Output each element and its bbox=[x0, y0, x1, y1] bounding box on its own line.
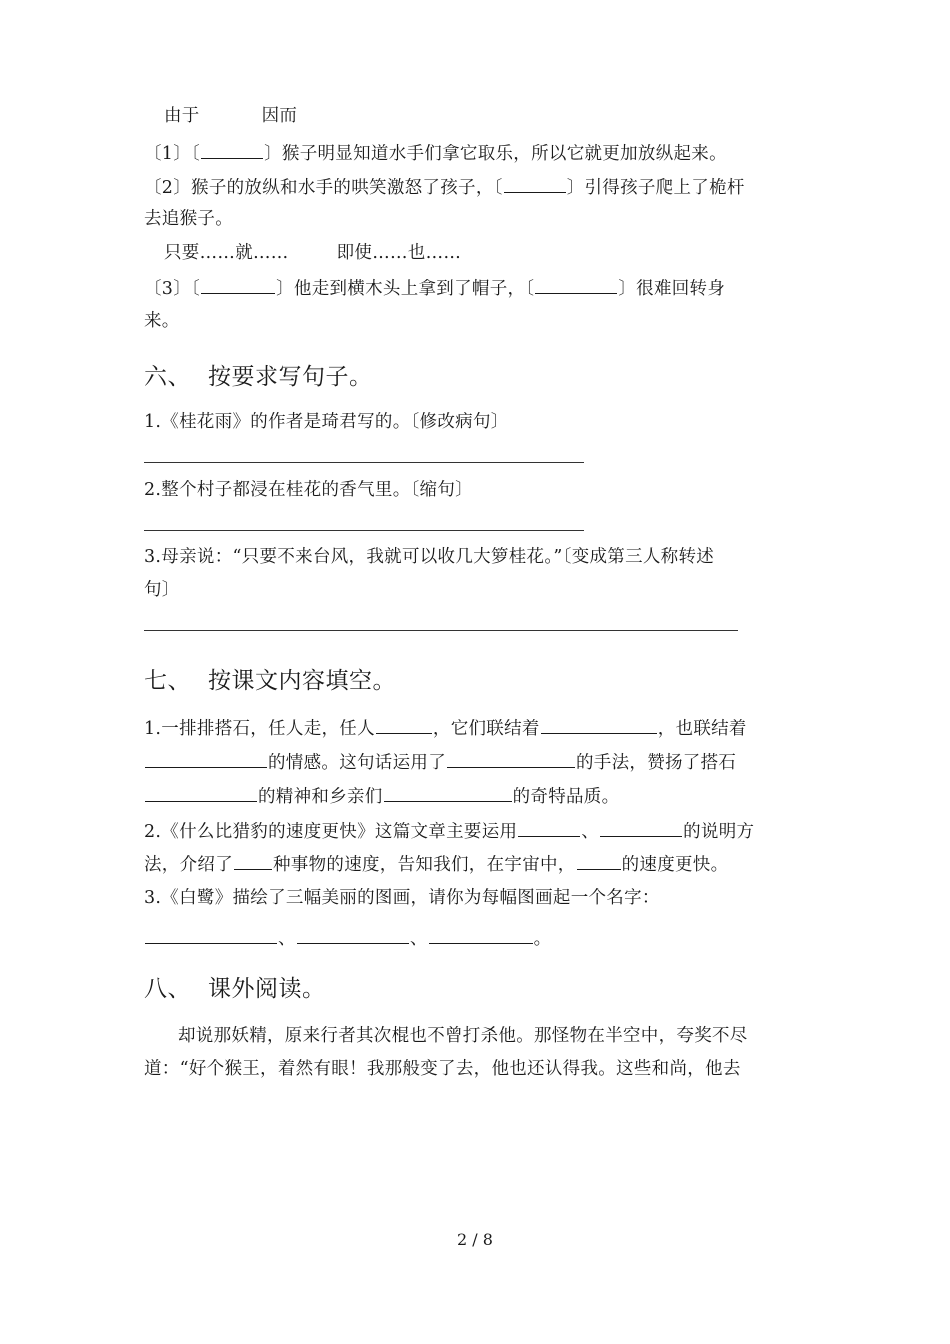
question-7-3: 3.《白鹭》描绘了三幅美丽的图画，请你为每幅图画起一个名字： bbox=[144, 888, 660, 908]
question-7-2-line2: 法，介绍了 种事物的速度，告知我们，在宇宙中， 的速度更快。 bbox=[144, 851, 728, 877]
answer-blank[interactable] bbox=[429, 925, 533, 944]
section-8-heading: 八、 课外阅读。 bbox=[144, 976, 326, 1002]
question-6-1: 1.《桂花雨》的作者是琦君写的。〔修改病句〕 bbox=[144, 412, 509, 432]
answer-blank[interactable] bbox=[504, 174, 566, 193]
answer-blank[interactable] bbox=[384, 783, 512, 802]
section-7-heading: 七、 按课文内容填空。 bbox=[144, 668, 396, 694]
answer-blank[interactable] bbox=[145, 925, 277, 944]
question-6-2: 2.整个村子都浸在桂花的香气里。〔缩句〕 bbox=[144, 480, 473, 500]
question-5-3-cont: 来。 bbox=[144, 311, 180, 331]
answer-blank[interactable] bbox=[145, 749, 267, 768]
question-7-3-blanks: 、 、 。 bbox=[144, 925, 551, 951]
question-6-3-cont: 句〕 bbox=[144, 580, 180, 600]
answer-line[interactable] bbox=[144, 462, 584, 463]
answer-blank[interactable] bbox=[145, 783, 257, 802]
section-6-heading: 六、 按要求写句子。 bbox=[144, 364, 373, 390]
question-7-1-line3: 的精神和乡亲们 的奇特品质。 bbox=[144, 783, 619, 809]
answer-blank[interactable] bbox=[600, 818, 682, 837]
answer-blank[interactable] bbox=[541, 715, 657, 734]
answer-blank[interactable] bbox=[577, 851, 621, 870]
reading-paragraph-line2: 道：“好个猴王，着然有眼！我那般变了去，他也还认得我。这些和尚，他去 bbox=[144, 1059, 741, 1079]
answer-line[interactable] bbox=[144, 630, 738, 631]
answer-blank[interactable] bbox=[234, 851, 272, 870]
question-7-1-line2: 的情感。这句话运用了 的手法，赞扬了搭石 bbox=[144, 749, 736, 775]
word-option: 只要……就…… bbox=[164, 243, 289, 263]
word-pair-2 bbox=[164, 241, 461, 265]
word-option: 即使……也…… bbox=[336, 243, 462, 263]
answer-blank[interactable] bbox=[201, 140, 263, 159]
answer-line[interactable] bbox=[144, 530, 584, 531]
page-number: 2 / 8 bbox=[457, 1230, 493, 1249]
reading-paragraph-line1: 却说那妖精，原来行者其次棍也不曾打杀他。那怪物在半空中，夸奖不尽 bbox=[178, 1026, 748, 1046]
word-option: 由于 bbox=[164, 106, 200, 126]
question-5-2: 〔2〕猴子的放纵和水手的哄笑激怒了孩子，〔 〕引得孩子爬上了桅杆 bbox=[144, 174, 745, 200]
question-6-3: 3.母亲说：“只要不来台风，我就可以收几大箩桂花。”〔变成第三人称转述 bbox=[144, 547, 715, 567]
answer-blank[interactable] bbox=[518, 818, 580, 837]
question-5-2-cont: 去追猴子。 bbox=[144, 209, 233, 229]
word-pair-1 bbox=[164, 104, 297, 128]
question-5-3: 〔3〕〔 〕他走到横木头上拿到了帽子，〔 〕很难回转身 bbox=[144, 275, 725, 301]
answer-blank[interactable] bbox=[535, 275, 617, 294]
answer-blank[interactable] bbox=[447, 749, 575, 768]
question-7-2: 2.《什么比猎豹的速度更快》这篇文章主要运用 、 的说明方 bbox=[144, 818, 754, 844]
word-option: 因而 bbox=[261, 106, 298, 126]
answer-blank[interactable] bbox=[297, 925, 409, 944]
question-5-1: 〔1〕〔 〕猴子明显知道水手们拿它取乐，所以它就更加放纵起来。 bbox=[144, 140, 727, 166]
answer-blank[interactable] bbox=[201, 275, 275, 294]
answer-blank[interactable] bbox=[376, 715, 432, 734]
question-7-1: 1.一排排搭石，任人走，任人 ，它们联结着 ，也联结着 bbox=[144, 715, 747, 741]
